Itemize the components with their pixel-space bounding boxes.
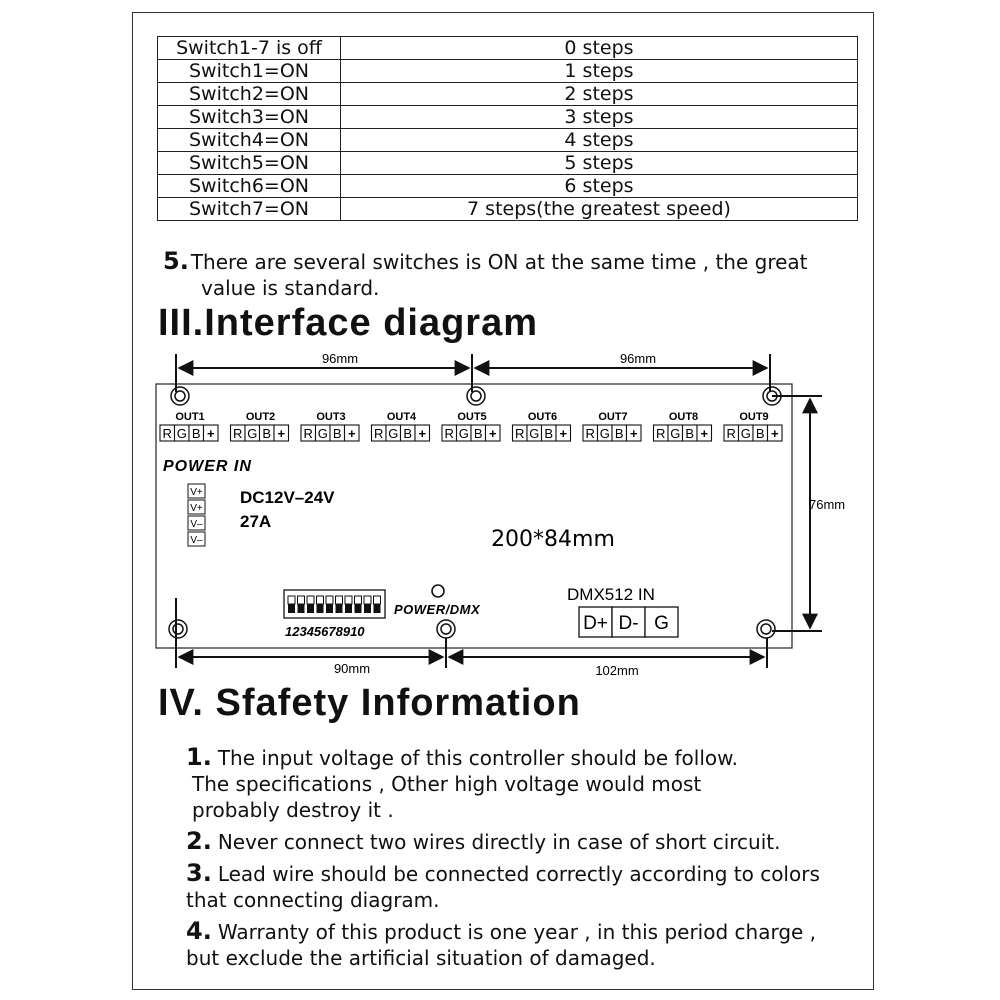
terminal-letter: G [599, 426, 610, 441]
item-text-continued: The specifications , Other high voltage would most [192, 772, 702, 796]
table-row [158, 152, 858, 175]
terminal-letter: + [418, 426, 427, 441]
steps-cell: 5 steps [341, 152, 858, 175]
steps-cell: 1 steps [341, 60, 858, 83]
dip-key-lever [317, 604, 324, 613]
list-item [186, 918, 876, 971]
terminal-letter: + [700, 426, 709, 441]
list-item [186, 744, 876, 823]
output-terminal-4 [372, 411, 430, 441]
current-label: 27A [240, 512, 272, 531]
switch-cell: Switch1-7 is off [158, 37, 341, 60]
note-text-line1: There are several switches is ON at the same time , the great [190, 250, 808, 274]
terminal-letter: R [374, 426, 384, 441]
steps-cell: 6 steps [341, 175, 858, 198]
dip-key-slot [336, 596, 343, 604]
output-label: OUT3 [316, 411, 346, 423]
terminal-letter: B [614, 426, 624, 441]
terminal-letter: + [629, 426, 638, 441]
item-number: 2. [186, 827, 212, 855]
table-row [158, 198, 858, 221]
dmx-terminal-label: D+ [583, 613, 608, 634]
terminal-letter: + [206, 426, 215, 441]
dip-key-slot [298, 596, 305, 604]
terminal-letter: G [388, 426, 399, 441]
item-text-continued: but exclude the artificial situation of damaged. [186, 946, 656, 970]
power-in-label: POWER IN [163, 458, 252, 475]
steps-cell: 2 steps [341, 83, 858, 106]
interface-diagram-heading: III.Interface diagram [158, 302, 539, 344]
power-terminal-label: V– [190, 535, 203, 546]
switch-cell: Switch1=ON [158, 60, 341, 83]
steps-cell: 7 steps(the greatest speed) [341, 198, 858, 221]
note-5 [163, 248, 808, 301]
dip-key-lever [374, 604, 381, 613]
terminal-letter: G [317, 426, 328, 441]
dip-key-lever [345, 604, 352, 613]
switch-cell: Switch6=ON [158, 175, 341, 198]
power-terminal-label: V+ [190, 487, 203, 498]
output-label: OUT9 [739, 411, 769, 423]
table-row [158, 37, 858, 60]
terminal-letter: B [473, 426, 483, 441]
switch-cell: Switch7=ON [158, 198, 341, 221]
dimension-right-label: 76mm [809, 497, 846, 512]
terminal-letter: R [444, 426, 454, 441]
item-text: Warranty of this product is one year , in this period charge , [217, 920, 817, 944]
terminal-letter: R [233, 426, 243, 441]
terminal-letter: B [755, 426, 765, 441]
output-label: OUT1 [175, 411, 205, 423]
power-terminal-block [188, 484, 205, 546]
dmx-terminal-label: D- [618, 613, 639, 634]
dmx-terminal-label: G [654, 613, 669, 634]
board-size-label: 200*84mm [491, 527, 615, 552]
steps-cell: 0 steps [341, 37, 858, 60]
item-text-continued: that connecting diagram. [186, 888, 440, 912]
terminal-letter: + [277, 426, 286, 441]
terminal-letter: G [670, 426, 681, 441]
terminal-letter: B [332, 426, 342, 441]
item-number: 1. [186, 743, 212, 771]
dip-key-lever [307, 604, 314, 613]
dip-key-lever [288, 604, 295, 613]
output-terminal-8 [654, 411, 712, 441]
mounting-hole [169, 620, 187, 638]
interface-diagram [0, 340, 1000, 680]
item-text: The input voltage of this controller should be follow. [217, 746, 739, 770]
table-row [158, 106, 858, 129]
terminal-letter: B [403, 426, 413, 441]
terminal-letter: B [191, 426, 201, 441]
output-label: OUT5 [457, 411, 487, 423]
terminal-letter: + [770, 426, 779, 441]
terminal-letter: G [529, 426, 540, 441]
item-number: 4. [186, 917, 212, 945]
terminal-letter: R [726, 426, 736, 441]
terminal-letter: B [262, 426, 272, 441]
note-number: 5. [163, 247, 189, 275]
switch-cell: Switch3=ON [158, 106, 341, 129]
dip-key-slot [355, 596, 362, 604]
list-item [186, 860, 876, 913]
terminal-letter: G [247, 426, 258, 441]
dip-key-slot [317, 596, 324, 604]
dimension-top-left-label: 96mm [321, 351, 359, 366]
switch-steps-table [157, 36, 858, 221]
output-terminal-1 [160, 411, 218, 441]
dip-key-slot [288, 596, 295, 604]
table-row [158, 83, 858, 106]
terminal-letter: G [176, 426, 187, 441]
steps-cell: 3 steps [341, 106, 858, 129]
output-label: OUT8 [668, 411, 699, 423]
output-terminals [160, 411, 782, 441]
note-text-line2: value is standard. [201, 276, 380, 300]
output-terminal-9 [724, 411, 782, 441]
item-text: Lead wire should be connected correctly according to colors [217, 862, 820, 886]
dip-key-lever [336, 604, 343, 613]
dimension-bottom-right-label: 102mm [595, 663, 639, 678]
mounting-hole [757, 620, 775, 638]
dip-switch-numbers: 12345678910 [285, 624, 365, 639]
terminal-letter: R [585, 426, 595, 441]
dimension-bottom-left-label: 90mm [333, 661, 371, 676]
output-label: OUT2 [245, 411, 276, 423]
terminal-letter: + [347, 426, 356, 441]
terminal-letter: B [544, 426, 554, 441]
item-text: Never connect two wires directly in case of short circuit. [217, 830, 781, 854]
dip-key-lever [364, 604, 371, 613]
switch-cell: Switch5=ON [158, 152, 341, 175]
mounting-hole [171, 387, 189, 405]
dip-switch [284, 590, 385, 618]
terminal-letter: R [656, 426, 666, 441]
mounting-hole [437, 620, 455, 638]
terminal-letter: B [685, 426, 695, 441]
dip-key-slot [374, 596, 381, 604]
dimension-top-right-label: 96mm [619, 351, 657, 366]
dip-key-lever [298, 604, 305, 613]
voltage-label: DC12V–24V [240, 488, 335, 507]
terminal-letter: R [162, 426, 172, 441]
dip-key-lever [355, 604, 362, 613]
power-dmx-label: POWER/DMX [394, 602, 481, 617]
output-terminal-7 [583, 411, 641, 441]
output-label: OUT4 [386, 411, 417, 423]
terminal-letter: R [303, 426, 313, 441]
terminal-letter: + [559, 426, 568, 441]
switch-cell: Switch4=ON [158, 129, 341, 152]
output-terminal-2 [231, 411, 289, 441]
list-item [186, 828, 876, 855]
mounting-hole [467, 387, 485, 405]
table-row [158, 60, 858, 83]
item-number: 3. [186, 859, 212, 887]
output-terminal-3 [301, 411, 359, 441]
power-terminal-label: V+ [190, 503, 203, 514]
terminal-letter: + [488, 426, 497, 441]
dip-key-lever [326, 604, 333, 613]
output-terminal-6 [513, 411, 571, 441]
table-row [158, 129, 858, 152]
dip-key-slot [345, 596, 352, 604]
terminal-letter: G [740, 426, 751, 441]
dip-key-slot [307, 596, 314, 604]
output-label: OUT7 [598, 411, 628, 423]
output-label: OUT6 [527, 411, 558, 423]
table-row [158, 175, 858, 198]
item-text-continued: probably destroy it . [192, 798, 394, 822]
output-terminal-5 [442, 411, 500, 441]
terminal-letter: R [515, 426, 525, 441]
safety-list [186, 744, 876, 976]
power-dmx-led [432, 585, 444, 597]
dmx-terminal-block [579, 607, 678, 637]
dmx-in-label: DMX512 IN [567, 585, 655, 604]
safety-information-heading: IV. Sfafety Information [158, 682, 581, 724]
dip-key-slot [326, 596, 333, 604]
terminal-letter: G [458, 426, 469, 441]
switch-cell: Switch2=ON [158, 83, 341, 106]
power-terminal-label: V– [190, 519, 203, 530]
dip-key-slot [364, 596, 371, 604]
steps-cell: 4 steps [341, 129, 858, 152]
